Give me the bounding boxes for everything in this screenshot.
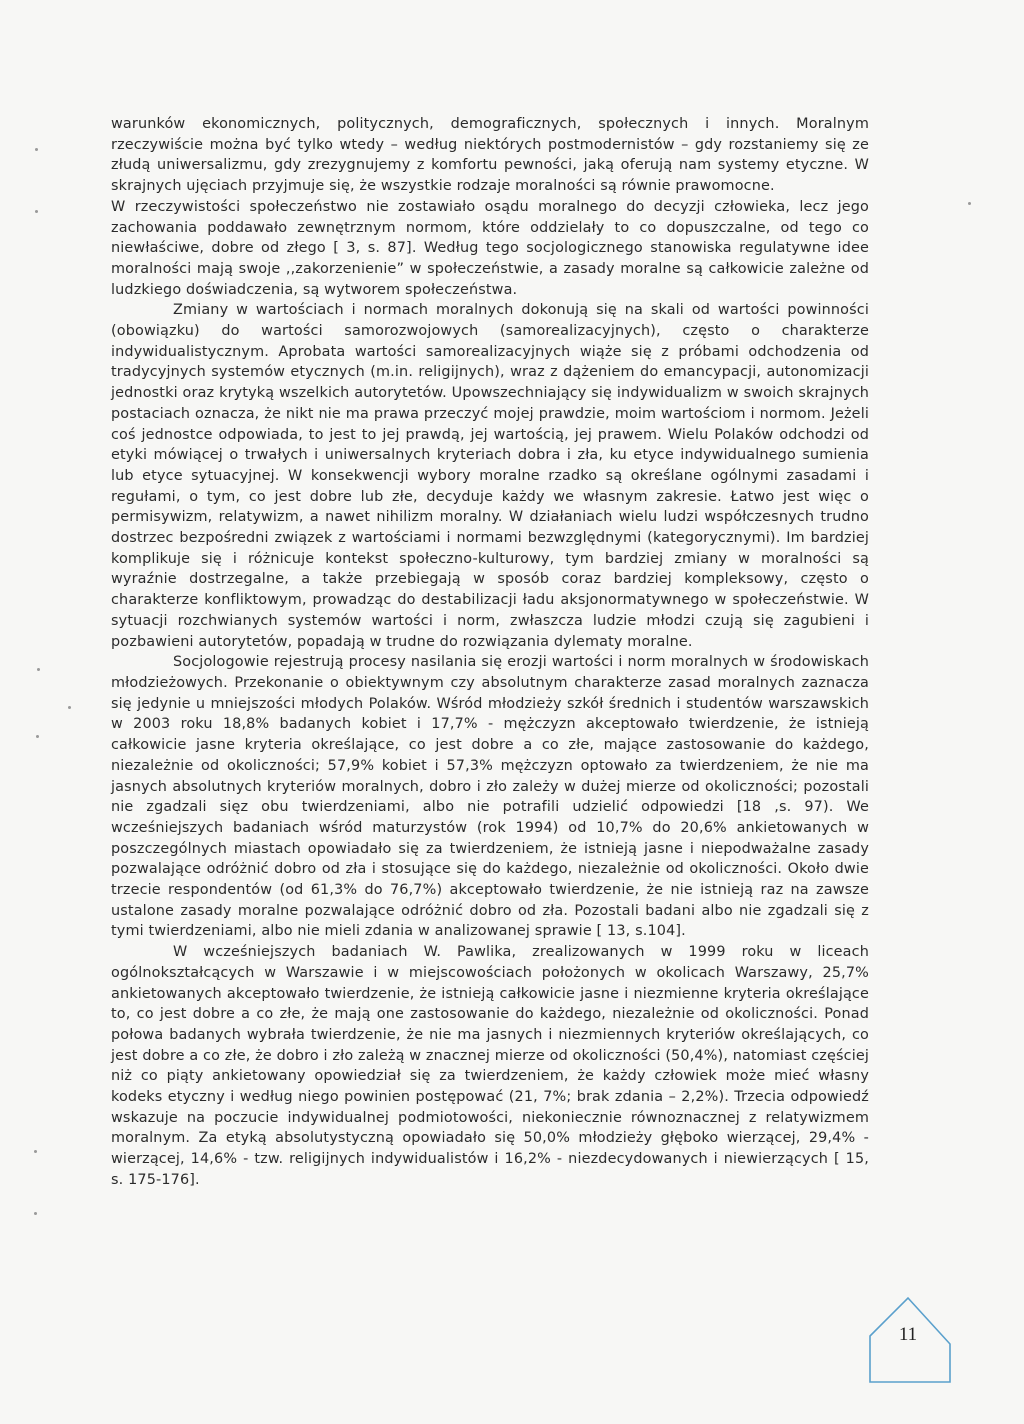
paragraph: Zmiany w wartościach i normach moralnych dokonują się na skali od wartości powinności (obowiązku) do wartości samorozwojowych (samorealizacyjnych), często o charakterze indywidualistycznym. Aprobata wartości samorealizacyjnych wiąże się z próbami odchodzenia od tradycyjnych systemów etycznych (m.in. religijnych), wraz z dążeniem do emancypacji, autonomizacji jednostki oraz krytyką wszelkich autorytetów. Upowszechniający się indywidualizm w swoich skrajnych postaciach oznacza, że nikt nie ma prawa przeczyć mojej prawdzie, moim wartościom i normom. Jeżeli coś jednostce odpowiada, to jest to jej prawdą, jej wartością, jej prawem. Wielu Polaków odchodzi od etyki mówiącej o trwałych i uniwersalnych kryteriach dobra i zła, ku etyce indywidualnego sumienia lub etyce sytuacyjnej. W konsekwencji wybory moralne rzadko są określane ogólnymi zasadami i regułami, o tym, co jest dobre lub złe, decyduje każdy we własnym zakresie. Łatwo jest więc o permisywizm, relatywizm, a nawet nihilizm moralny. W działaniach wielu ludzi współczesnych trudno dostrzec bezpośredni związek z wartościami i normami bezwzględnymi (kategorycznymi). Im bardziej komplikuje się i różnicuje kontekst społeczno-kulturowy, tym bardziej zmiany w moralności są wyraźnie dostrzegalne, a także przebiegają w sposób coraz bardziej kompleksowy, często o charakterze konfliktowym, prowadząc do destabilizacji ładu aksjonormatywnego w społeczeństwie. W sytuacji rozchwianych systemów wartości i norm, zwłaszcza ludzie młodzi czują się zagubieni i pozbawieni autorytetów, popadają w trudne do rozwiązania dylematy moralne. [111,302,869,650]
scan-speck [34,1150,37,1153]
paragraph: Socjologowie rejestrują procesy nasilania się erozji wartości i norm moralnych w środowiskach młodzieżowych. Przekonanie o obiektywnym czy absolutnym charakterze zasad moralnych zaznacza się jedynie u mniejszości młodych Polaków. Wśród młodzieży szkół średnich i studentów warszawskich w 2003 roku 18,8% badanych kobiet i 17,7% - mężczyzn akceptowało twierdzenie, że istnieją całkowicie jasne kryteria określające, co jest dobre a co złe, mające zastosowanie do każdego, niezależnie od okoliczności; 57,9% kobiet i 57,3% mężczyzn optowało za twierdzeniem, że nie ma jasnych absolutnych kryteriów moralnych, dobro i zło zależy w dużej mierze od okoliczności; pozostali nie zgadzali sięz obu twierdzeniami, albo nie potrafili udzielić odpowiedzi [18 ,s. 97). We wcześniejszych badaniach wśród maturzystów (rok 1994) od 10,7% do 20,6% ankietowanych w poszczególnych miastach opowiadało się za twierdzeniem, że istnieją jasne i niepodważalne zasady pozwalające odróżnić dobro od zła i stosujące się do każdego, niezależnie od okoliczności. Około dwie trzecie respondentów (od 61,3% do 76,7%) akceptowało twierdzenie, że nie istnieją raz na zawsze ustalone zasady moralne pozwalające odróżnić dobro od zła. Pozostali badani albo nie zgadzali się z tymi twierdzeniami, albo nie mieli zdania w analizowanej sprawie [ 13, s.104]. [111,654,869,940]
paragraph: warunków ekonomicznych, politycznych, demograficznych, społecznych i innych. Moralnym rzeczywiście można być tylko wtedy – według niektórych postmodernistów – gdy rozstaniemy się ze złudą uniwersalizmu, gdy zrezygnujemy z komfortu pewności, jaką oferują nam systemy etyczne. W skrajnych ujęciach przyjmuje się, że wszystkie rodzaje moralności są równie prawomocne. [111,116,869,195]
scan-speck [34,1212,37,1215]
paragraph: W rzeczywistości społeczeństwo nie zostawiało osądu moralnego do decyzji człowieka, lecz jego zachowania poddawało zewnętrznym normom, które oddzielały to co dopuszczalne, od tego co niewłaściwe, dobre od złego [ 3, s. 87]. Według tego socjologicznego stanowiska regulatywne idee moralności mają swoje ,,zakorzenienie” w społeczeństwie, a zasady moralne są całkowicie zależne od ludzkiego doświadczenia, są wytworem społeczeństwa. [111,198,869,298]
scan-speck [37,668,40,671]
scan-speck [68,706,71,709]
paragraph: W wcześniejszych badaniach W. Pawlika, zrealizowanych w 1999 roku w liceach ogólnokształcących w Warszawie i w miejscowościach położonych w okolicach Warszawy, 25,7% ankietowanych akceptowało twierdzenie, że istnieją całkowicie jasne i niezmienne kryteria określające to, co jest dobre a co złe, że mają one zastosowanie do każdego, niezależnie od okoliczności. Ponad połowa badanych wybrała twierdzenie, że nie ma jasnych i niezmiennych kryteriów określających, co jest dobre a co złe, że dobro i zło zależą w znacznej mierze od okoliczności (50,4%), natomiast częściej niż co piąty ankietowany opowiedział się za twierdzeniem, że każdy człowiek może mieć własny kodeks etyczny i według niego powinien postępować (21, 7%; brak zdania – 2,2%). Trzecia odpowiedź wskazuje na poczucie indywidualnej podmiotowości, niekoniecznie równoznacznej z relatywizmem moralnym. Za etyką absolutystyczną opowiadało się 50,0% młodzieży głęboko wierzącej, 29,4% - wierzącej, 14,6% - tzw. religijnych indywidualistów i 16,2% - niezdecydowanych i niewierzących [ 15, s. 175-176]. [111,944,869,1188]
scan-speck [968,202,971,205]
page-body-text [111,114,869,1191]
page-number-badge [866,1296,956,1386]
scan-speck [35,148,38,151]
page-number: 11 [898,1324,918,1345]
scan-speck [35,210,38,213]
scan-speck [36,735,39,738]
